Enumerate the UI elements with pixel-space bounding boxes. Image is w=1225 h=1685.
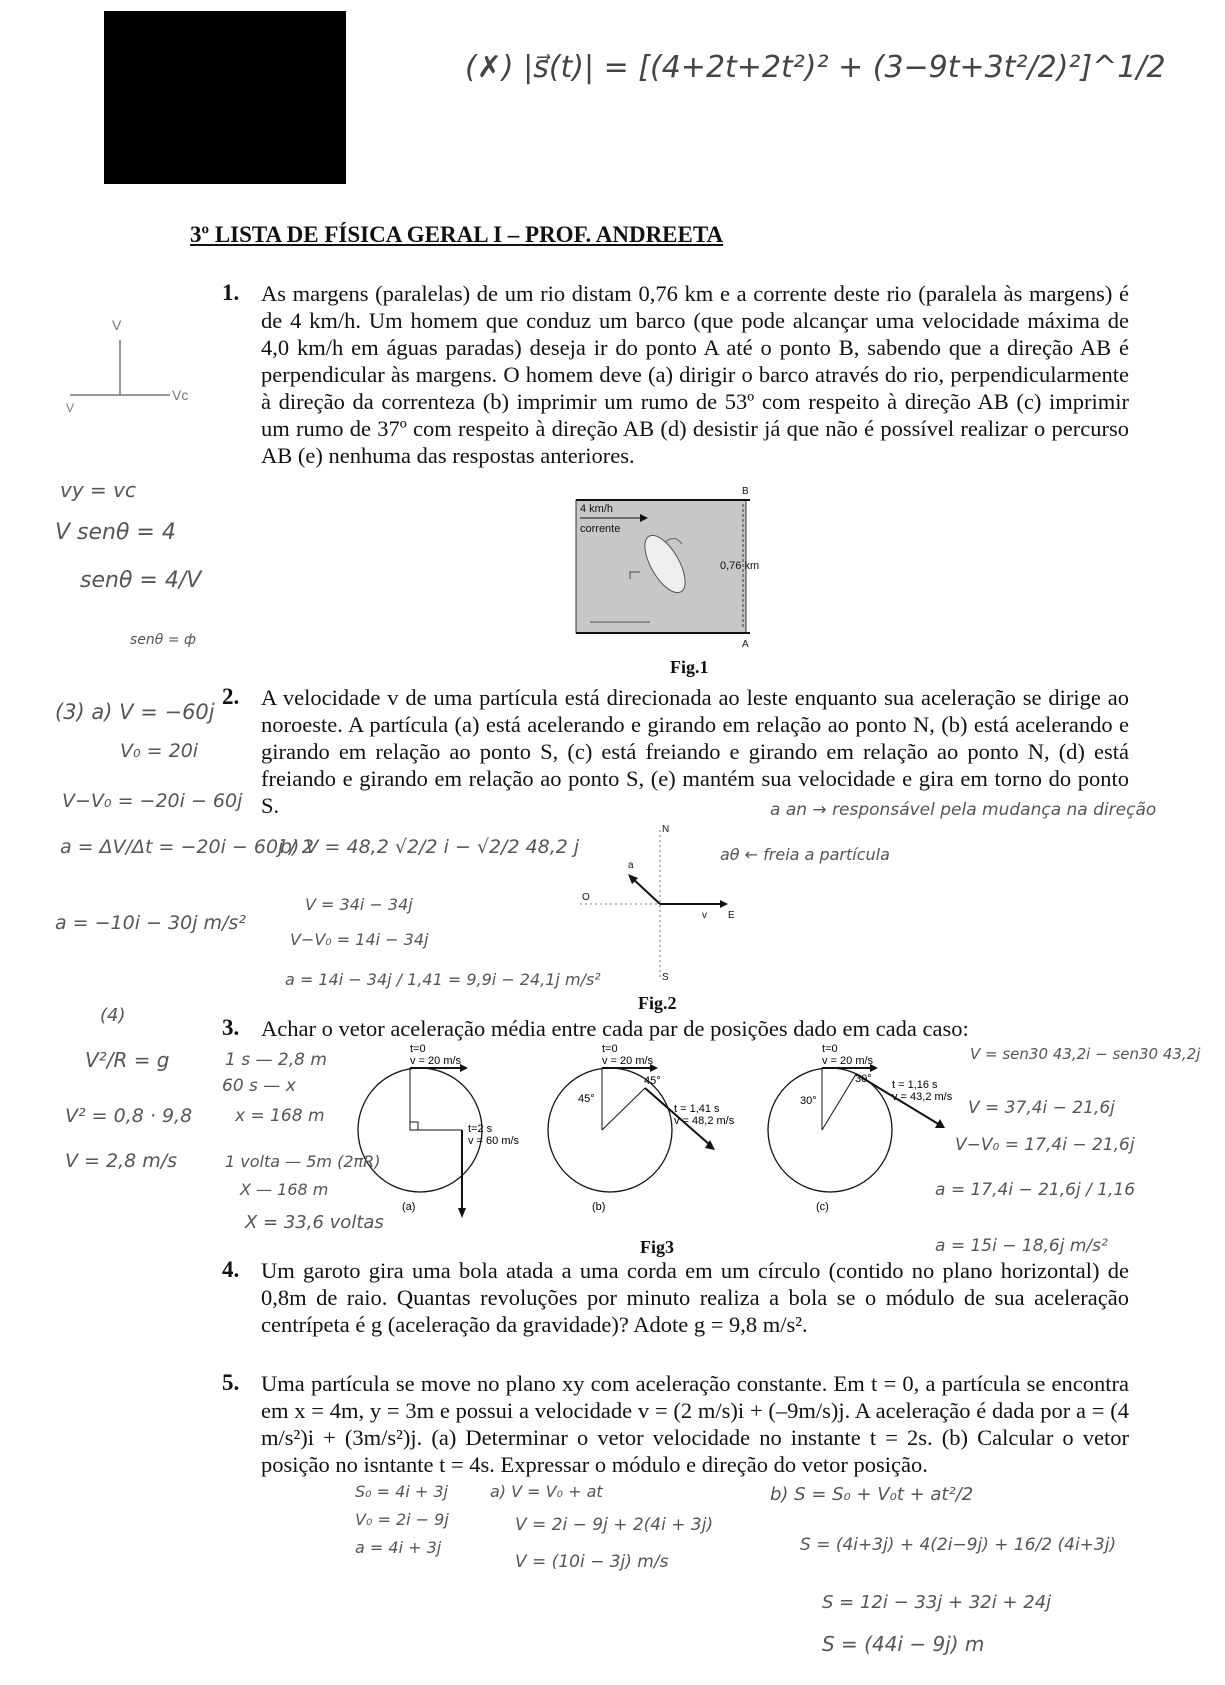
q1-note-2: V senθ = 4 xyxy=(55,520,176,545)
q2-side-note-1: a an → responsável pela mudança na direção xyxy=(770,800,1157,820)
fig3c-label: (c) xyxy=(816,1201,829,1213)
q2-b-note-4: a = 14i − 34j / 1,41 = 9,9i − 24,1j m/s² xyxy=(285,970,601,989)
fig1-current-speed: 4 km/h xyxy=(580,503,614,515)
q3-text: Achar o vetor aceleração média entre cada par de posições dado em cada caso: xyxy=(261,1016,969,1041)
q5-note-a-formula: a) V = V₀ + at xyxy=(490,1482,603,1501)
fig2-accel-label: a xyxy=(628,860,634,871)
svg-text:V: V xyxy=(66,401,75,415)
svg-text:V: V xyxy=(112,317,122,333)
q2-side-note-2: aθ ← freia a partícula xyxy=(720,845,890,864)
q5-note-v0: V₀ = 2i − 9j xyxy=(355,1510,449,1529)
q3a-note-1: 1 s — 2,8 m xyxy=(225,1050,327,1070)
q5-note-b-step2: S = 12i − 33j + 32i + 24j xyxy=(822,1592,1052,1613)
fig3a-t0: t=0 xyxy=(410,1043,426,1055)
fig3b-t0: t=0 xyxy=(602,1043,618,1055)
fig3a-v0: v = 20 m/s xyxy=(410,1055,462,1067)
q5-note-a-result: V = (10i − 3j) m/s xyxy=(515,1552,669,1572)
q5-number: 5. xyxy=(222,1370,240,1395)
q4-number: 4. xyxy=(222,1257,240,1282)
q5-note-b-result: S = (44i − 9j) m xyxy=(822,1632,985,1656)
q2-note-5: a = −10i − 30j m/s² xyxy=(55,912,246,934)
fig1-current-label: corrente xyxy=(580,523,621,535)
q2-b-note-1: b) V = 48,2 √2/2 i − √2/2 48,2 j xyxy=(280,836,580,858)
q3c-note-4: a = 17,4i − 21,6j / 1,16 xyxy=(935,1180,1136,1200)
q2-note-1: (3) a) V = −60j xyxy=(55,700,215,724)
q4-note-4: V = 2,8 m/s xyxy=(65,1150,178,1172)
page-title: 3º LISTA DE FÍSICA GERAL I – PROF. ANDREETA xyxy=(190,222,724,247)
fig1-caption: Fig.1 xyxy=(670,657,709,677)
q3c-note-1: V = sen30 43,2i − sen30 43,2j xyxy=(970,1045,1201,1063)
header-handwritten-formula: (✗) |s⃗(t)| = [(4+2t+2t²)² + (3−9t+3t²/2)²]^1/2 xyxy=(465,50,1166,85)
q5-note-a: a = 4i + 3j xyxy=(355,1538,442,1557)
fig3a-t1: t=2 s xyxy=(468,1123,493,1135)
fig2-east: E xyxy=(728,910,735,921)
q5-note-s0: S₀ = 4i + 3j xyxy=(355,1482,448,1501)
fig1-point-b: B xyxy=(742,486,749,497)
q2-b-note-3: V−V₀ = 14i − 34j xyxy=(290,930,429,949)
fig3b-t1: t = 1,41 s xyxy=(674,1103,720,1115)
q3c-note-3: V−V₀ = 17,4i − 21,6j xyxy=(955,1135,1135,1155)
fig2-velocity-label: v xyxy=(702,910,707,921)
fig3b-angle1: 45° xyxy=(578,1093,595,1105)
fig3-caption: Fig3 xyxy=(640,1237,674,1257)
fig1-width-label: 0,76 km xyxy=(720,560,760,572)
q3a-note-6: X = 33,6 voltas xyxy=(245,1212,384,1233)
fig3c-t0: t=0 xyxy=(822,1043,838,1055)
svg-text:Vc: Vc xyxy=(172,387,189,403)
q5-note-b-formula: b) S = S₀ + V₀t + at²/2 xyxy=(770,1484,974,1505)
q4-note-3: V² = 0,8 · 9,8 xyxy=(65,1105,193,1127)
q3c-note-5: a = 15i − 18,6j m/s² xyxy=(935,1236,1108,1256)
q5-note-a-step: V = 2i − 9j + 2(4i + 3j) xyxy=(515,1515,714,1535)
q1-text: As margens (paralelas) de um rio distam 0,76 km e a corrente deste rio (paralela às margens) é de 4 km/h. Um homem que conduz um barco (que pode alcançar uma velocidade máxima de 4,0 km/h em águas paradas) deseja ir do ponto A até o ponto B, sabendo que a direção AB é perpendicular às margens. O homem deve (a) dirigir o barco através do rio, perpendicularmente à direção da correnteza (b) imprimir um rumo de 53º com respeito à direção AB (c) imprimir um rumo de 37º com respeito à direção AB (d) desistir já que não é possível realizar o percurso AB (e) nenhuma das respostas anteriores. xyxy=(261,281,1129,468)
q4-text: Um garoto gira uma bola atada a uma corda em um círculo (contido no plano horizontal) de 0,8m de raio. Quantas revoluções por minuto realiza a bola se o módulo de sua aceleração centrípeta é g (aceleração da gravidade)? Adote g = 9,8 m/s². xyxy=(261,1258,1129,1337)
q2-b-note-2: V = 34i − 34j xyxy=(305,895,413,914)
fig2-north: N xyxy=(662,824,670,835)
q3-number: 3. xyxy=(222,1015,240,1040)
redaction-block xyxy=(104,11,346,184)
q3a-note-2: 60 s — x xyxy=(222,1076,296,1096)
fig2-compass-diagram xyxy=(570,820,770,990)
q5-text: Uma partícula se move no plano xy com aceleração constante. Em t = 0, a partícula se encontra em x = 4m, y = 3m e possui a velocidade v = (2 m/s)i + (–9m/s)j. A aceleração é dada por a = (4 m/s²)i + (3m/s²)j. (a) Determinar o vetor velocidade no instante t = 2s. (b) Calcular o vetor posição no isntante t = 4s. Expressar o módulo e direção do vetor posição. xyxy=(261,1371,1129,1477)
fig3c-angle1: 30° xyxy=(800,1095,817,1107)
fig3a-v1: v = 60 m/s xyxy=(468,1135,520,1147)
q3c-note-2: V = 37,4i − 21,6j xyxy=(968,1098,1115,1118)
q2-note-2: V₀ = 20i xyxy=(120,740,199,762)
fig3-diagrams xyxy=(340,1040,1000,1230)
q1-note-4: senθ = ф xyxy=(130,632,196,648)
fig3b-v1: v = 48,2 m/s xyxy=(674,1115,735,1127)
fig2-caption: Fig.2 xyxy=(638,993,677,1013)
fig3c-t1: t = 1,16 s xyxy=(892,1079,938,1091)
fig2-west: O xyxy=(582,892,590,903)
q1-number: 1. xyxy=(222,280,240,305)
fig3b-label: (b) xyxy=(592,1201,606,1213)
fig3b-v0: v = 20 m/s xyxy=(602,1055,654,1067)
fig3a-label: (a) xyxy=(402,1201,416,1213)
q3a-note-4: 1 volta — 5m (2πR) xyxy=(225,1152,381,1171)
fig3c-angle2: 30° xyxy=(855,1073,872,1085)
q2-note-4: a = ΔV/Δt = −20i − 60j / 2 xyxy=(60,836,314,858)
fig1-point-a: A xyxy=(742,639,749,649)
q5-note-b-step1: S = (4i+3j) + 4(2i−9j) + 16/2 (4i+3j) xyxy=(800,1535,1117,1555)
fig3c-v0: v = 20 m/s xyxy=(822,1055,874,1067)
fig1-river-diagram xyxy=(570,484,775,649)
fig3b-angle2: 45° xyxy=(644,1075,661,1087)
q4-note-2: V²/R = g xyxy=(85,1048,170,1072)
fig2-south: S xyxy=(662,972,669,983)
q1-note-1: vy = vc xyxy=(60,478,136,502)
q2-text: A velocidade v de uma partícula está direcionada ao leste enquanto sua aceleração se dirige ao noroeste. A partícula (a) está acelerando e girando em relação ao ponto N, (b) está acelerando e girando em relação ao ponto S, (c) está freiando e girando em relação ao ponto N, (d) está freiando e girando em relação ao ponto S, (e) mantém sua velocidade e gira em torno do ponto S. xyxy=(261,685,1129,818)
q1-vector-sketch xyxy=(50,310,230,420)
q3a-note-5: X — 168 m xyxy=(240,1180,329,1199)
q2-number: 2. xyxy=(222,684,240,709)
fig3c-v1: v = 43,2 m/s xyxy=(892,1091,953,1103)
q4-note-1: (4) xyxy=(100,1005,126,1026)
q3a-note-3: x = 168 m xyxy=(235,1106,325,1126)
q2-note-3: V−V₀ = −20i − 60j xyxy=(62,790,243,812)
q1-note-3: senθ = 4/V xyxy=(80,568,202,593)
